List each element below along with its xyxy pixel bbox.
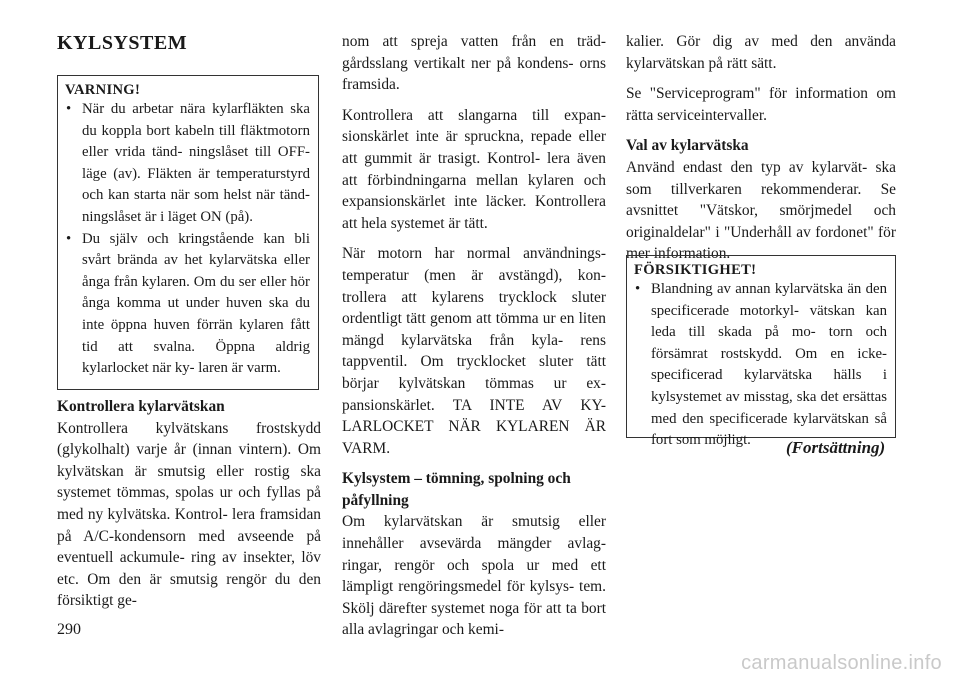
caution-list (634, 279, 887, 452)
paragraph: nom att spreja vatten från en träd- gårdsslang vertikalt ner på kondens- orns framsida. (342, 33, 606, 94)
page-number: 290 (57, 621, 81, 638)
warning-list (65, 99, 310, 380)
check-coolant-heading: Kontrollera kylarvätskan (57, 398, 225, 415)
continued-label: (Fortsättning) (786, 438, 886, 457)
warning-box (57, 75, 319, 390)
check-coolant-text: Kontrollera kylvätskans frostskydd (glykolhalt) varje år (innan vintern). Om kylvätskan är smutsig eller rostig ska systemet tömmas, spolas ur och fyllas på med ny kylvätska. Kontrol- lera framsidan på A/C-kondensorn med avseende på eventuell ackumule- ring av insekter, löv etc. Om den är smutsig rengör du den försiktigt ge- (57, 419, 321, 610)
column-1 (57, 396, 321, 612)
watermark: carmanualsonline.info (741, 652, 942, 674)
warning-item: • När du arbetar nära kylarfläkten ska du koppla bort kabeln till fläktmotorn eller vrida tänd- ningslåset till OFF-läge (av). Fläkten är temperaturstyrd och kan starta när som helst när tänd- ningslåset är i läget ON (på). (65, 99, 310, 229)
paragraph: Se "Serviceprogram" för information om rätta serviceintervaller. (626, 85, 896, 124)
column-2 (342, 31, 606, 641)
paragraph: Kontrollera att slangarna till expan- sionskärlet inte är spruckna, repade eller att gummit är trasigt. Kontrol- lera även att förbindningarna mellan kylaren och expansionskärlet inte läcker. Kontrollera att hela systemet är tätt. (342, 106, 606, 232)
section-title: KYLSYSTEM (57, 32, 188, 54)
flush-heading: Kylsystem – tömning, spolning och påfyllning (342, 470, 571, 509)
column-3 (626, 31, 896, 265)
caution-item: • Blandning av annan kylarvätska än den specificerade motorkyl- vätskan kan leda till skada på mo- torn och försämrat rostskydd. Om en icke-specificerad kylarvätska hälls i kylsystemet av misstag, ska det ersättas med den specificerade kylarvätskan så fort som möjligt. (634, 279, 887, 452)
paragraph: kalier. Gör dig av med den använda kylarvätskan på rätt sätt. (626, 33, 896, 72)
paragraph: Använd endast den typ av kylarvät- ska som tillverkaren rekommenderar. Se avsnittet "Vätskor, smörjmedel och originaldelar" i "Underhåll av fordonet" för mer information. (626, 158, 896, 263)
paragraph: När motorn har normal användnings- temperatur (men är avstängd), kon- trollera att kylarens trycklock sluter ordentligt tätt genom att tömma ur en liten mängd kylarvätska från kyla- rens tappventil. Om trycklocket sluter tätt börjar kylvätskan tömmas ur ex- pansionskärlet. TA INTE AV KY- LARLOCKET NÄR KYLAREN ÄR VARM. (342, 245, 606, 457)
paragraph: Om kylarvätskan är smutsig eller innehåller avsevärda mängder avlag- ringar, rengör och spola ur med ett lämpligt rengöringsmedel för kylsys- tem. Skölj därefter systemet noga för att ta bort alla avlagringar och kemi- (342, 513, 606, 639)
warning-item: • Du själv och kringstående kan bli svårt brända av het kylarvätska eller ånga från kylaren. Om du ser eller hör ånga komma ut under huven ska du inte öppna huven förrän kylaren fått tid att svalna. Öppna aldrig kylarlocket när ky- laren är varm. (65, 229, 310, 380)
warning-heading: VARNING! (65, 82, 141, 98)
caution-heading: FÖRSIKTIGHET! (634, 262, 757, 278)
coolant-choice-heading: Val av kylarvätska (626, 137, 749, 155)
